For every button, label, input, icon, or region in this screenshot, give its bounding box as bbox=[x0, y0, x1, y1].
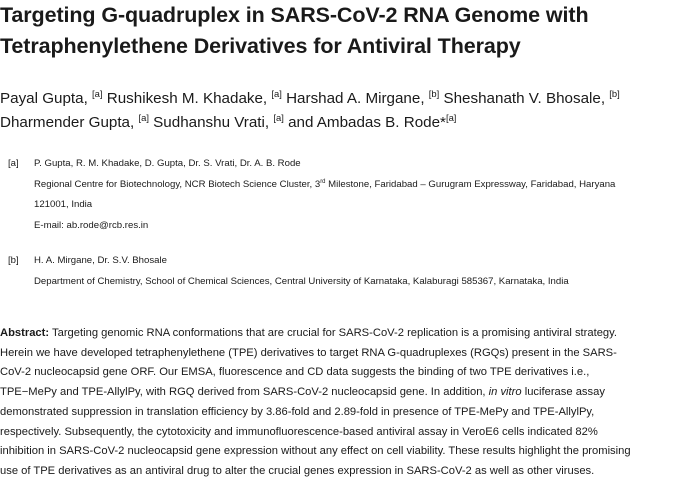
affiliation-body bbox=[34, 251, 700, 292]
abstract-line: respectively. Subsequently, the cytotoxicity and immunofluorescence-based antiviral assay in VeroE6 cells indicated 82% bbox=[0, 425, 598, 438]
author-affiliation: [a] bbox=[138, 111, 149, 123]
affiliation-names: P. Gupta, R. M. Khadake, D. Gupta, Dr. S. Vrati, Dr. A. B. Rode bbox=[34, 158, 301, 169]
author-name: and Ambadas B. Rode* bbox=[288, 114, 446, 131]
abstract-text: Targeting genomic RNA conformations that are crucial for SARS-CoV-2 replication is a promising antiviral strategy. bbox=[49, 327, 618, 339]
affiliation-tag: [b] bbox=[8, 255, 19, 266]
author-name: Sudhanshu Vrati, bbox=[153, 114, 270, 131]
author-affiliation: [a] bbox=[445, 111, 457, 123]
affiliation-address: Department of Chemistry, School of Chemical Sciences, Central University of Karnataka, Kalaburagi 585367, Karnataka, India bbox=[34, 275, 569, 287]
abstract bbox=[0, 324, 700, 482]
affiliation-address bbox=[34, 175, 700, 196]
affiliation-email: E-mail: ab.rode@rcb.res.in bbox=[34, 219, 149, 231]
paper-title bbox=[0, 0, 700, 62]
author-affiliation: [b] bbox=[428, 87, 440, 99]
author-affiliation: [a] bbox=[92, 87, 103, 99]
abstract-text: TPE−MePy and TPE-AllylPy, with RGQ derived from SARS-CoV-2 nucleocapsid gene. In addition, bbox=[0, 386, 489, 399]
abstract-italic: in vitro bbox=[488, 386, 522, 399]
affiliation-postcode: 121001, India bbox=[34, 199, 93, 210]
abstract-line: use of TPE derivatives as an antiviral drug to alter the crucial genes expression in SARS-CoV-2 as well as other viruses. bbox=[0, 464, 595, 477]
abstract-line bbox=[0, 383, 700, 403]
author-name: Payal Gupta, bbox=[0, 90, 88, 107]
address-superscript: rd bbox=[320, 178, 326, 185]
affiliation-names: H. A. Mirgane, Dr. S.V. Bhosale bbox=[34, 255, 167, 266]
author-name: Rushikesh M. Khadake, bbox=[106, 90, 268, 107]
abstract-line: demonstrated suppression in translation efficiency by 3.86-fold and 2.89-fold in presence of TPE-MePy and TPE-AllylPy, bbox=[0, 405, 595, 418]
author-affiliation: [a] bbox=[271, 87, 282, 99]
author-list bbox=[0, 87, 700, 135]
address-part: Milestone, Faridabad – Gurugram Expressway, Faridabad, Haryana bbox=[325, 178, 616, 190]
title-line: Tetraphenylethene Derivatives for Antiviral Therapy bbox=[0, 34, 521, 58]
author-line bbox=[0, 111, 700, 135]
abstract-line: Herein we have developed tetraphenylethene (TPE) derivatives to target RNA G-quadruplexes (RGQs) present in the SARS- bbox=[0, 346, 617, 359]
abstract-text: luciferase assay bbox=[521, 386, 605, 399]
abstract-heading: Abstract: bbox=[0, 327, 50, 339]
affiliation-body bbox=[34, 154, 700, 236]
author-affiliation: [a] bbox=[273, 111, 284, 123]
abstract-line: CoV-2 nucleocapsid gene ORF. Our EMSA, fluorescence and CD data suggests the binding of two TPE derivatives i.e., bbox=[0, 366, 590, 379]
affiliation-tag: [a] bbox=[8, 158, 19, 169]
abstract-line bbox=[0, 324, 700, 344]
abstract-line: inhibition in SARS-CoV-2 nucleocapsid gene expression without any effect on cell viability. These results highlight the promising bbox=[0, 445, 631, 458]
author-name: Dharmender Gupta, bbox=[0, 114, 135, 131]
author-name: Harshad A. Mirgane, bbox=[286, 90, 425, 107]
author-line bbox=[0, 87, 700, 111]
address-part: Regional Centre for Biotechnology, NCR Biotech Science Cluster, 3 bbox=[34, 178, 321, 190]
author-affiliation: [b] bbox=[609, 87, 620, 99]
title-line: Targeting G-quadruplex in SARS-CoV-2 RNA Genome with bbox=[0, 3, 589, 27]
author-name: Sheshanath V. Bhosale, bbox=[443, 90, 606, 107]
